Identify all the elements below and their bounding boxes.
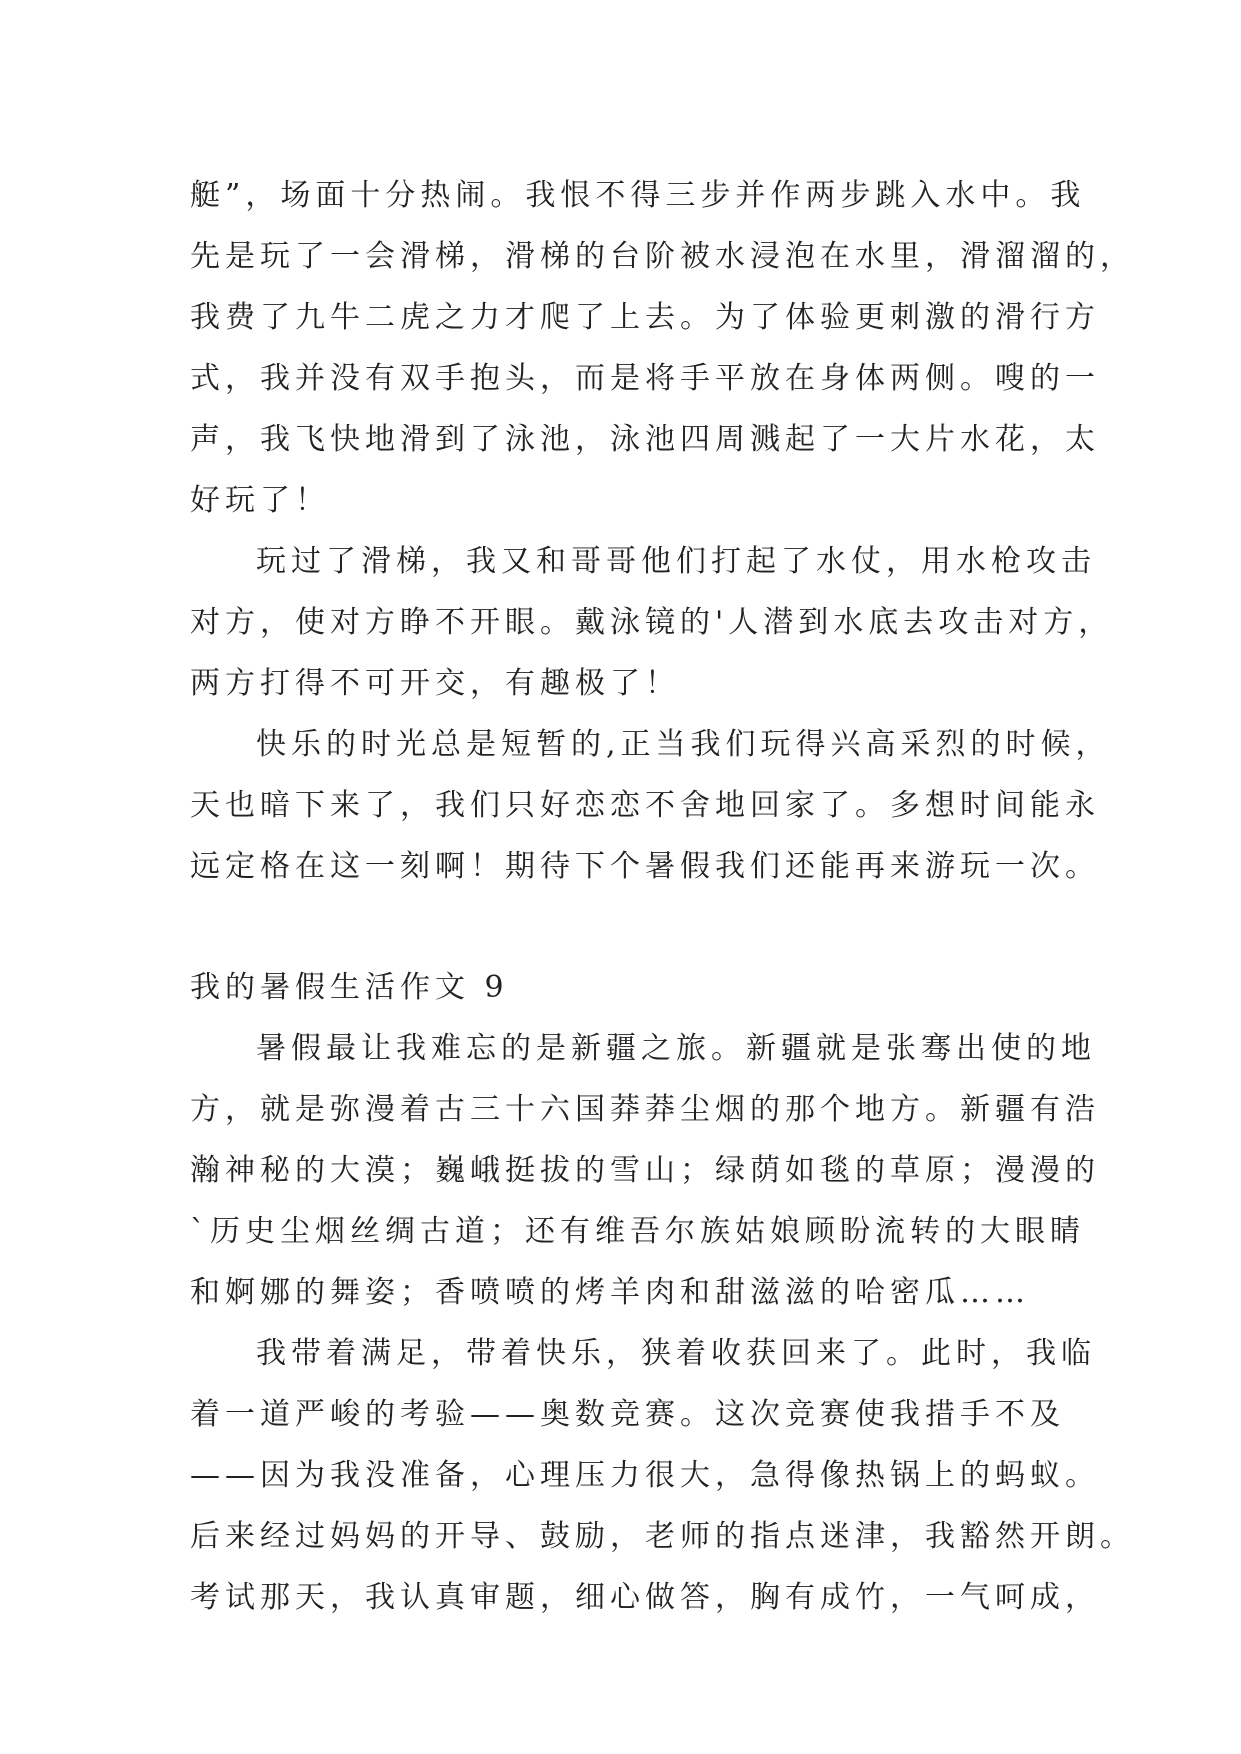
text-line: 我费了九牛二虎之力才爬了上去。为了体验更刺激的滑行方 bbox=[190, 300, 1100, 335]
paragraph-water-fight bbox=[190, 531, 1114, 714]
text-line: 快乐的时光总是短暂的,正当我们玩得兴高采烈的时候， bbox=[256, 727, 1111, 762]
text-line: 玩过了滑梯，我又和哥哥他们打起了水仗，用水枪攻击 bbox=[256, 544, 1096, 579]
text-line: `历史尘烟丝绸古道；还有维吾尔族姑娘顾盼流转的大眼睛 bbox=[190, 1214, 1085, 1249]
text-line: 考试那天，我认真审题，细心做答，胸有成竹，一气呵成， bbox=[190, 1580, 1100, 1615]
paragraph-math-contest bbox=[190, 1323, 1135, 1628]
text-line: 和婀娜的舞姿；香喷喷的烤羊肉和甜滋滋的哈密瓜…… bbox=[190, 1275, 1030, 1310]
text-line: 两方打得不可开交，有趣极了！ bbox=[190, 666, 680, 701]
text-line: 方，就是弥漫着古三十六国莽莽尘烟的那个地方。新疆有浩 bbox=[190, 1092, 1100, 1127]
text-line: 暑假最让我难忘的是新疆之旅。新疆就是张骞出使的地 bbox=[256, 1031, 1096, 1066]
text-line: 天也暗下来了，我们只好恋恋不舍地回家了。多想时间能永 bbox=[190, 788, 1100, 823]
text-line: 声，我飞快地滑到了泳池，泳池四周溅起了一大片水花，太 bbox=[190, 422, 1100, 457]
paragraph-continuation bbox=[190, 165, 1135, 531]
text-line: 瀚神秘的大漠；巍峨挺拔的雪山；绿荫如毯的草原；漫漫的 bbox=[190, 1153, 1100, 1188]
document-body bbox=[190, 165, 1135, 1628]
text-line: 对方，使对方睁不开眼。戴泳镜的'人潜到水底去攻击对方， bbox=[190, 605, 1114, 640]
text-line: ——因为我没准备，心理压力很大，急得像热锅上的蚂蚁。 bbox=[190, 1458, 1100, 1493]
text-line: 先是玩了一会滑梯，滑梯的台阶被水浸泡在水里，滑溜溜的， bbox=[190, 239, 1135, 274]
text-line: 远定格在这一刻啊！期待下个暑假我们还能再来游玩一次。 bbox=[190, 849, 1100, 884]
text-line: 艇”，场面十分热闹。我恨不得三步并作两步跳入水中。我 bbox=[190, 178, 1086, 213]
section-heading: 我的暑假生活作文 9 bbox=[190, 970, 509, 1005]
text-line: 好玩了！ bbox=[190, 483, 330, 518]
text-line: 我带着满足，带着快乐，狭着收获回来了。此时，我临 bbox=[256, 1336, 1096, 1371]
text-line: 后来经过妈妈的开导、鼓励，老师的指点迷津，我豁然开朗。 bbox=[190, 1519, 1135, 1554]
paragraph-xinjiang bbox=[190, 1018, 1100, 1323]
paragraph-happy-time bbox=[190, 714, 1111, 897]
text-line: 式，我并没有双手抱头，而是将手平放在身体两侧。嗖的一 bbox=[190, 361, 1100, 396]
text-line: 着一道严峻的考验——奥数竞赛。这次竞赛使我措手不及 bbox=[190, 1397, 1065, 1432]
